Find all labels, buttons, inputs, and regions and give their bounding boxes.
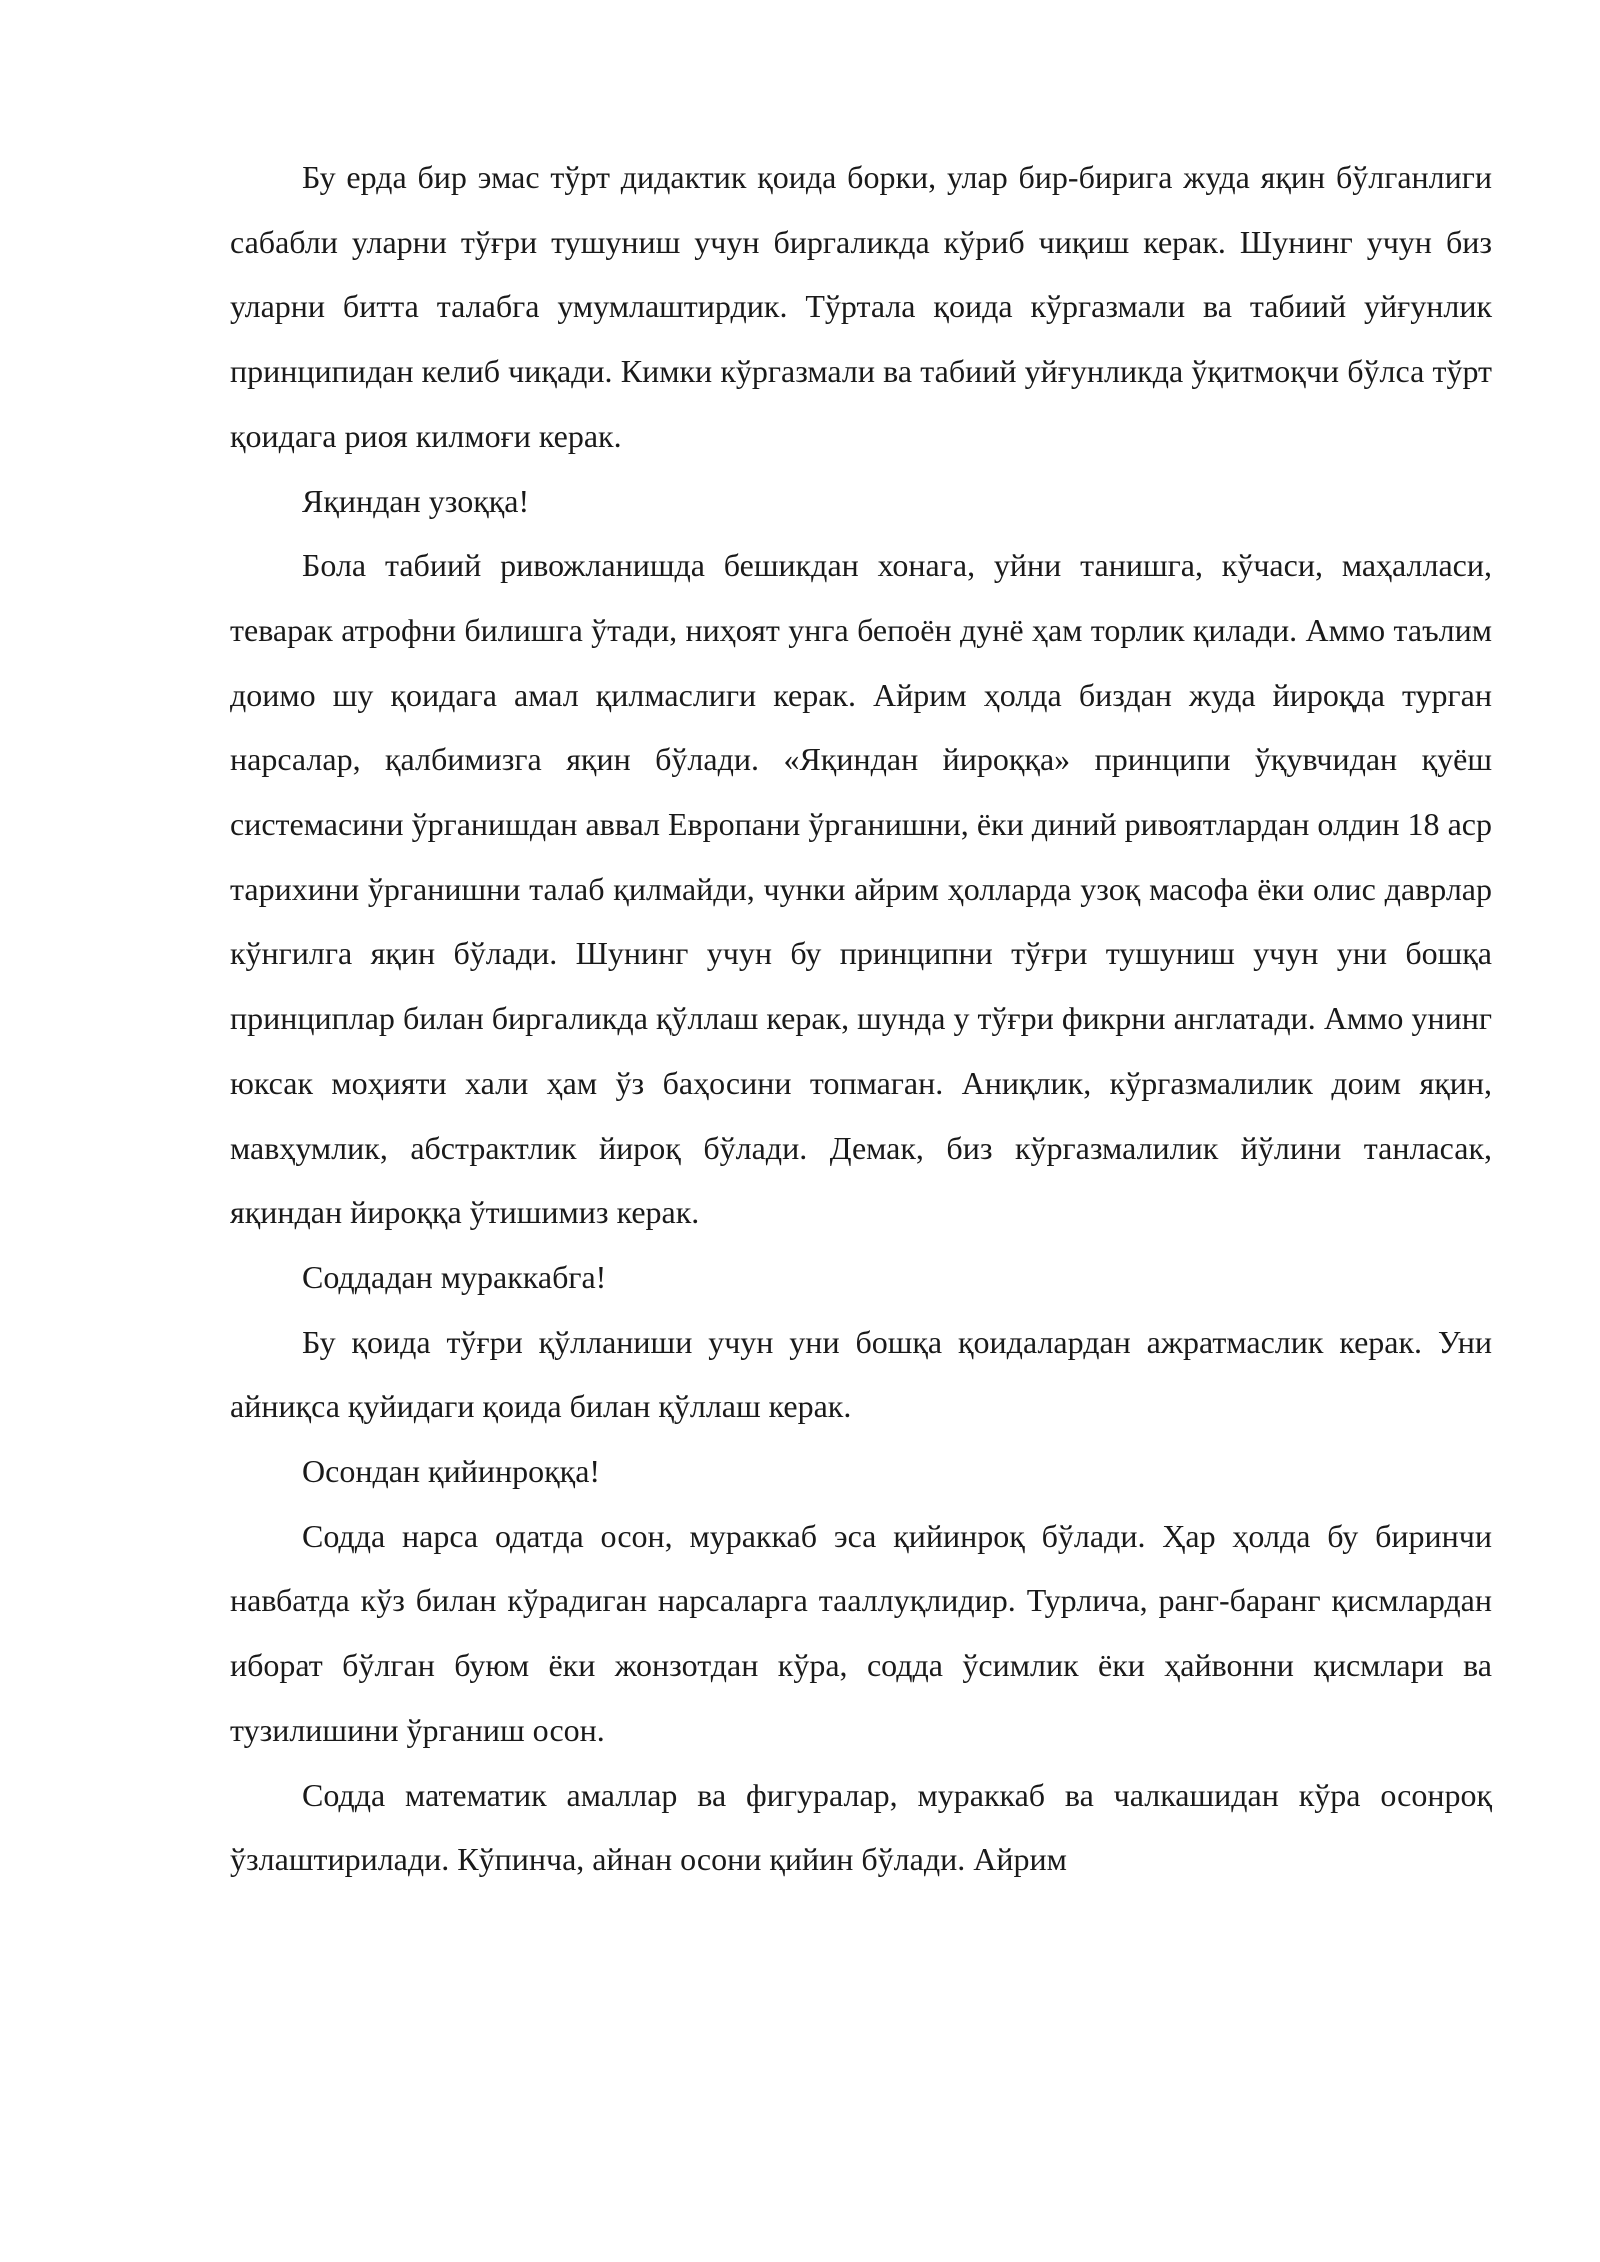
paragraph-3: Бу қоида тўғри қўлланиши учун уни бошқа қоидалардан ажратмаслик керак. Уни айниқса қуйидаги қоида билан қўллаш керак. bbox=[230, 1323, 1492, 1425]
paragraph-4: Содда нарса одатда осон, мураккаб эса қийинроқ бўлади. Ҳар ҳолда бу биринчи навбатда кўз билан кўрадиган нарсаларга тааллуқлидир. Турлича, ранг-баранг қисмлардан иборат бўлган буюм ёки жонзотдан кўра, содда ўсимлик ёки ҳайвонни қисмлари ва тузилишини ўрганиш осон. bbox=[230, 1517, 1492, 1748]
section-heading-easy-to-hard: Осондан қийинроққа! bbox=[302, 1453, 601, 1490]
paragraph-2: Бола табиий ривожланишда бешикдан хонага, уйни танишга, кўчаси, маҳалласи, теварак атрофни билишга ўтади, ниҳоят унга бепоён дунё ҳам торлик қилади. Аммо таълим доимо шу қоидага амал қилмаслиги керак. Айрим ҳолда биздан жуда йироқда турган нарсалар, қалбимизга яқин бўлади. «Яқиндан йироққа» принципи ўқувчидан қуёш системасини ўрганишдан аввал Европани ўрганишни, ёки диний ривоятлардан олдин 18 аср тарихини ўрганишни талаб қилмайди, чунки айрим ҳолларда узоқ масофа ёки олис даврлар кўнгилга яқин бўлади. Шунинг учун бу принципни тўғри тушуниш учун уни бошқа принциплар билан биргаликда қўллаш керак, шунда у тўғри фикрни англатади. Аммо унинг юксак моҳияти хали ҳам ўз баҳосини топмаган. Аниқлик, кўргазмалилик доим яқин, мавҳумлик, абстрактлик йироқ бўлади. Демак, биз кўргазмалилик йўлини танласак, яқиндан йироққа ўтишимиз керак. bbox=[230, 547, 1492, 1231]
section-heading-simple-to-complex: Соддадан мураккабга! bbox=[302, 1258, 607, 1295]
section-heading-near-to-far: Яқиндан узоққа! bbox=[302, 482, 530, 519]
document-body bbox=[230, 145, 1492, 1892]
paragraph-5: Содда математик амаллар ва фигуралар, мураккаб ва чалкашидан кўра осонроқ ўзлаштирилади. Кўпинча, айнан осони қийин бўлади. Айрим bbox=[230, 1776, 1492, 1878]
paragraph-1: Бу ерда бир эмас тўрт дидактик қоида борки, улар бир-бирига жуда яқин бўлганлиги сабабли уларни тўғри тушуниш учун биргаликда кўриб чиқиш керак. Шунинг учун биз уларни битта талабга умумлаштирдик. Тўртала қоида кўргазмали ва табиий уйғунлик принципидан келиб чиқади. Кимки кўргазмали ва табиий уйғунликда ўқитмоқчи бўлса тўрт қоидага риоя килмоғи керак. bbox=[230, 159, 1492, 454]
